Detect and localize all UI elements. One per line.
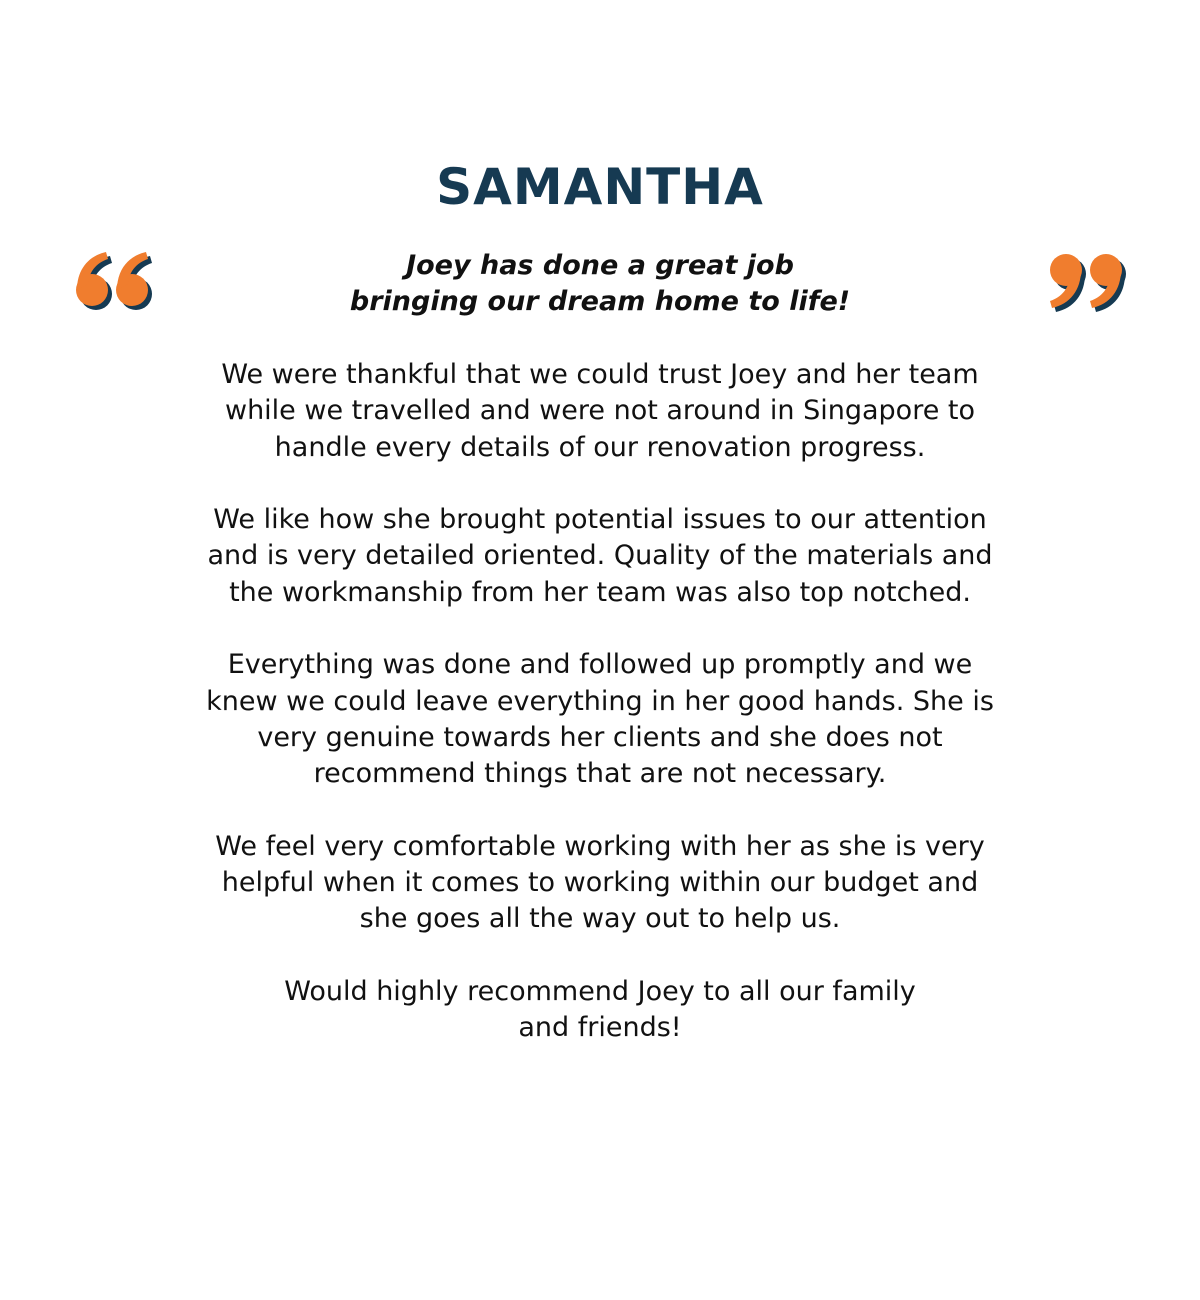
- paragraph-line: handle every details of our renovation progress.: [274, 431, 926, 463]
- testimonial-paragraph: [120, 974, 1080, 1047]
- paragraph-line: knew we could leave everything in her good hands. She is: [206, 685, 994, 717]
- testimonial-paragraph: [120, 502, 1080, 611]
- paragraph-line: We feel very comfortable working with her as she is very: [215, 830, 985, 862]
- paragraph-line: the workmanship from her team was also top notched.: [229, 576, 971, 608]
- paragraph-line: very genuine towards her clients and she does not: [257, 721, 943, 753]
- paragraph-line: We were thankful that we could trust Joey and her team: [221, 359, 979, 390]
- headline-line: bringing our dream home to life!: [349, 286, 851, 317]
- testimonial-body: [120, 357, 1080, 1083]
- paragraph-line: and is very detailed oriented. Quality of the materials and: [207, 540, 993, 572]
- testimonial-paragraph: [120, 829, 1080, 938]
- paragraph-line: recommend things that are not necessary.: [313, 758, 887, 790]
- testimonial-headline: [200, 248, 1000, 320]
- paragraph-line: and friends!: [518, 1012, 682, 1044]
- testimonial-paragraph: [120, 647, 1080, 792]
- paragraph-line: she goes all the way out to help us.: [359, 903, 841, 935]
- quote-close-icon: [1044, 250, 1134, 316]
- quote-open-icon: [74, 250, 164, 316]
- paragraph-line: We like how she brought potential issues to our attention: [213, 504, 987, 536]
- headline-line: Joey has done a great job: [406, 250, 794, 281]
- testimonial-paragraph: [120, 357, 1080, 466]
- paragraph-line: Everything was done and followed up promptly and we: [227, 649, 973, 681]
- reviewer-name: SAMANTHA: [436, 158, 764, 216]
- paragraph-line: Would highly recommend Joey to all our family: [284, 976, 916, 1008]
- paragraph-line: while we travelled and were not around in Singapore to: [224, 395, 975, 427]
- paragraph-line: helpful when it comes to working within our budget and: [221, 867, 979, 899]
